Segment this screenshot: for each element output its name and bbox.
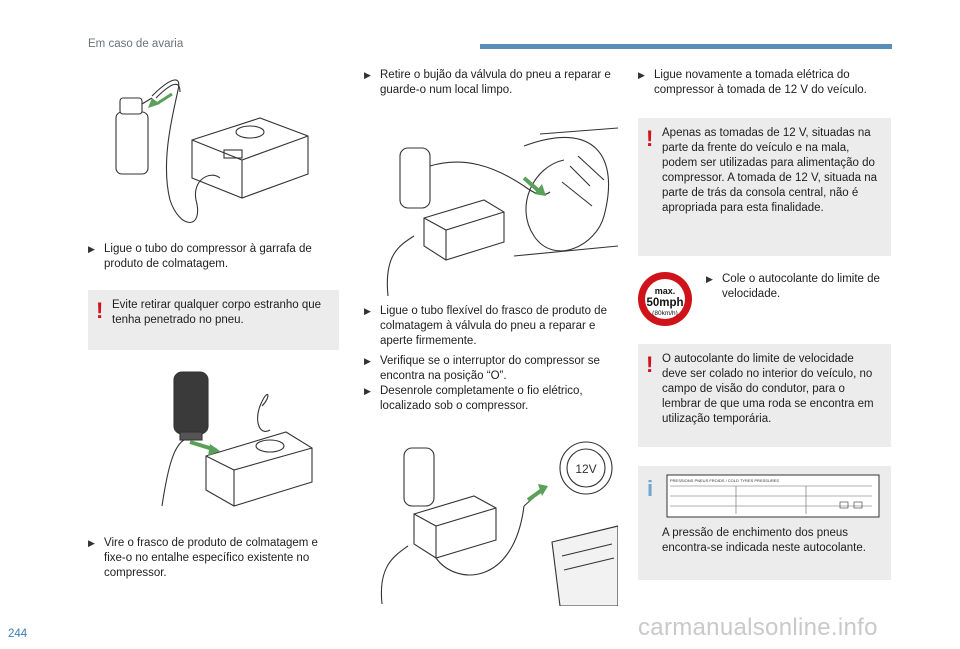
step-text: Retire o bujão da válvula do pneu a reparar e guarde-o num local limpo. bbox=[380, 69, 611, 96]
watermark: carmanualsonline.info bbox=[638, 614, 878, 641]
speed-limit-sticker bbox=[636, 270, 694, 328]
bullet-marker: ▶ bbox=[88, 244, 95, 254]
bullet-marker: ▶ bbox=[364, 306, 371, 316]
sticker-kmh-value: (80km/h) bbox=[652, 310, 678, 317]
step-text: Verifique se o interruptor do compressor se encontra na posição “O”. bbox=[380, 355, 600, 382]
step-text: Ligue o tubo flexível do frasco de produto de colmatagem à válvula do pneu a reparar e aperte firmemente. bbox=[380, 305, 607, 347]
warning-icon: ! bbox=[96, 298, 104, 323]
warning-text: Evite retirar qualquer corpo estranho que tenha penetrado no pneu. bbox=[112, 299, 322, 326]
step-check-switch bbox=[364, 354, 618, 384]
step-connect-hose bbox=[88, 242, 328, 272]
socket-12v-label: 12V bbox=[575, 462, 597, 476]
pressure-label-header: PRESSIONS PNEUS FROIDS / COLD TYRES PRESSURES bbox=[670, 478, 780, 483]
info-icon: i bbox=[647, 476, 654, 501]
section-title: Em caso de avaria bbox=[88, 38, 184, 50]
step-connect-valve bbox=[364, 304, 618, 349]
warning-text: O autocolante do limite de velocidade deve ser colado no interior do veículo, no campo de visão do condutor, para o lembrar de que uma roda se encontra em utilização temporária. bbox=[662, 353, 874, 425]
page-number: 244 bbox=[8, 628, 28, 640]
bullet-marker: ▶ bbox=[364, 70, 371, 80]
warning-box-sticker-placement bbox=[638, 344, 891, 447]
info-text: A pressão de enchimento dos pneus encontra-se indicada neste autocolante. bbox=[662, 527, 866, 554]
step-apply-sticker bbox=[706, 272, 892, 302]
step-text: Desenrole completamente o fio elétrico, localizado sob o compressor. bbox=[380, 385, 583, 412]
warning-icon: ! bbox=[646, 126, 654, 151]
power-cable-illustration bbox=[364, 436, 618, 606]
tyre-valve-illustration bbox=[364, 126, 618, 296]
bottle-mount-illustration bbox=[150, 366, 340, 526]
bullet-marker: ▶ bbox=[706, 274, 713, 284]
step-reconnect-power bbox=[638, 68, 892, 98]
bullet-marker: ▶ bbox=[364, 386, 371, 396]
info-box-pressure-label bbox=[638, 466, 891, 580]
bullet-marker: ▶ bbox=[364, 356, 371, 366]
warning-text: Apenas as tomadas de 12 V, situadas na parte da frente do veículo e na mala, podem ser utilizadas para alimentação do compressor. A tomada de 12 V, situada na parte de trás da consola central, não é apropriada para esta finalidade. bbox=[662, 127, 878, 214]
step-text: Vire o frasco de produto de colmatagem e fixe-o no entalhe específico existente no compressor. bbox=[104, 537, 318, 579]
step-text: Ligue o tubo do compressor à garrafa de produto de colmatagem. bbox=[104, 243, 312, 270]
warning-icon: ! bbox=[646, 352, 654, 377]
warning-box-12v-sockets bbox=[638, 118, 891, 256]
compressor-bottle-illustration bbox=[100, 70, 340, 240]
warning-box-foreign-object bbox=[88, 290, 339, 350]
bullet-marker: ▶ bbox=[638, 70, 645, 80]
step-text: Ligue novamente a tomada elétrica do compressor à tomada de 12 V do veículo. bbox=[654, 69, 867, 96]
step-remove-cap bbox=[364, 68, 618, 98]
step-text: Cole o autocolante do limite de velocidade. bbox=[722, 273, 880, 300]
step-unwind-cable bbox=[364, 384, 618, 414]
bullet-marker: ▶ bbox=[88, 538, 95, 548]
step-mount-bottle bbox=[88, 536, 328, 581]
sticker-speed-value: 50mph bbox=[646, 297, 684, 309]
tyre-pressure-label-image bbox=[666, 474, 880, 518]
sticker-max-label: max. bbox=[654, 286, 676, 296]
header-bar bbox=[480, 44, 892, 49]
